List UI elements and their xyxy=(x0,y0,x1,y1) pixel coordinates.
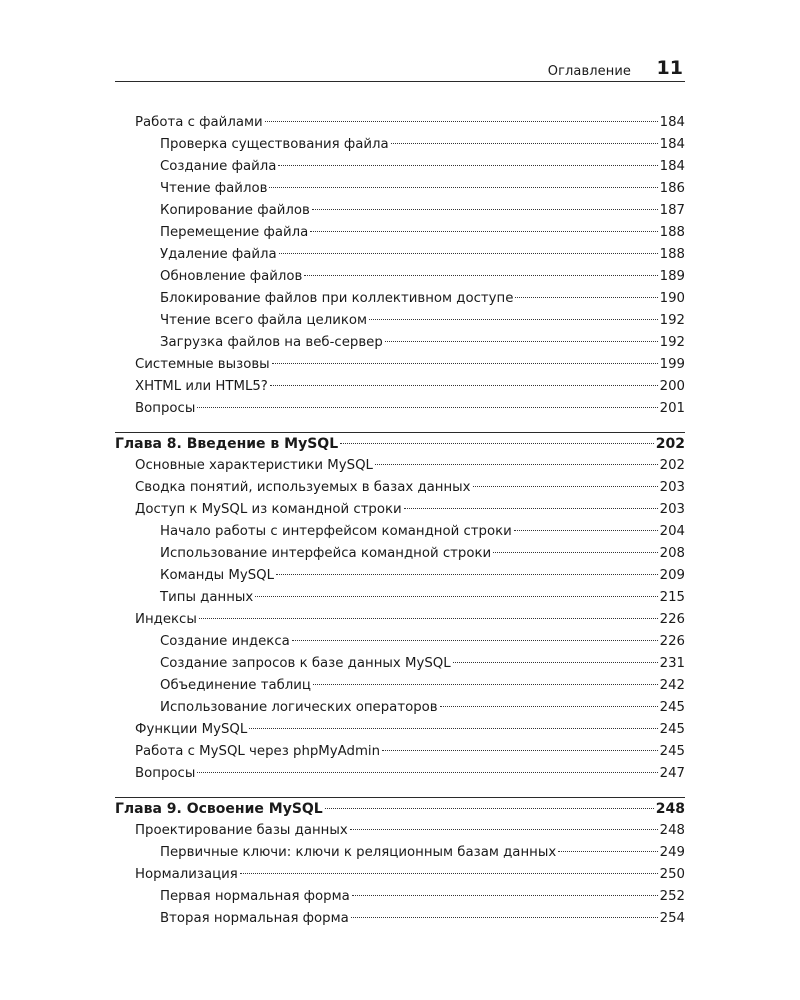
toc-entry[interactable] xyxy=(115,134,685,156)
toc-entry[interactable] xyxy=(115,697,685,719)
toc-entry-page: 245 xyxy=(659,722,685,737)
toc-entry-page: 245 xyxy=(659,744,685,759)
toc-entry-page: 192 xyxy=(659,335,685,350)
toc-entry-page: 200 xyxy=(659,379,685,394)
toc-entry-page: 188 xyxy=(659,247,685,262)
toc-entry-page: 186 xyxy=(659,181,685,196)
toc-entry[interactable] xyxy=(115,244,685,266)
toc-entry-title: Вопросы xyxy=(135,766,196,781)
dot-leader xyxy=(269,187,657,188)
toc-entry-page: 226 xyxy=(659,634,685,649)
toc-entry[interactable] xyxy=(115,178,685,200)
dot-leader xyxy=(304,275,657,276)
dot-leader xyxy=(350,829,658,830)
dot-leader xyxy=(473,486,658,487)
dot-leader xyxy=(313,684,658,685)
toc-entry-title: Индексы xyxy=(135,612,197,627)
toc-entry-page: 190 xyxy=(659,291,685,306)
dot-leader xyxy=(514,530,658,531)
toc-entry-title: Основные характеристики MySQL xyxy=(135,458,373,473)
dot-leader xyxy=(382,750,658,751)
toc-chapter[interactable] xyxy=(115,798,685,820)
dot-leader xyxy=(279,253,658,254)
toc-chapter[interactable] xyxy=(115,433,685,455)
toc-entry[interactable] xyxy=(115,376,685,398)
dot-leader xyxy=(292,640,658,641)
dot-leader xyxy=(351,917,658,918)
toc-entry-page: 192 xyxy=(659,313,685,328)
dot-leader xyxy=(278,165,657,166)
toc-entry[interactable] xyxy=(115,631,685,653)
dot-leader xyxy=(255,596,657,597)
toc-entry-title: Создание файла xyxy=(160,159,277,174)
toc-entry-title: Использование интерфейса командной строки xyxy=(160,546,492,561)
dot-leader xyxy=(325,808,654,809)
toc-entry[interactable] xyxy=(115,521,685,543)
toc-entry[interactable] xyxy=(115,112,685,134)
dot-leader xyxy=(240,873,658,874)
dot-leader xyxy=(375,464,658,465)
toc-entry-page: 226 xyxy=(659,612,685,627)
page-number: 11 xyxy=(656,57,683,79)
dot-leader xyxy=(369,319,658,320)
chapter-spacer xyxy=(115,420,685,432)
toc-entry-page: 203 xyxy=(659,480,685,495)
toc-entry-page: 188 xyxy=(659,225,685,240)
dot-leader xyxy=(515,297,657,298)
toc-entry-title: Проектирование базы данных xyxy=(135,823,348,838)
toc-entry[interactable] xyxy=(115,310,685,332)
toc-entry-page: 209 xyxy=(659,568,685,583)
toc-entry-page: 245 xyxy=(659,700,685,715)
toc-entry-title: Доступ к MySQL из командной строки xyxy=(135,502,402,517)
dot-leader xyxy=(352,895,658,896)
toc-entry[interactable] xyxy=(115,886,685,908)
toc-entry[interactable] xyxy=(115,156,685,178)
toc-entry-page: 242 xyxy=(659,678,685,693)
toc-entry-page: 202 xyxy=(659,458,685,473)
dot-leader xyxy=(453,662,658,663)
dot-leader xyxy=(340,443,654,444)
toc-entry-page: 202 xyxy=(655,436,685,452)
toc-entry-title: Команды MySQL xyxy=(160,568,275,583)
toc-entry-title: Чтение всего файла целиком xyxy=(160,313,368,328)
toc-entry-title: Перемещение файла xyxy=(160,225,309,240)
toc-entry-title: Использование логических операторов xyxy=(160,700,438,715)
dot-leader xyxy=(391,143,658,144)
toc-entry-title: Нормализация xyxy=(135,867,238,882)
toc-entry-page: 187 xyxy=(659,203,685,218)
toc-entry-title: Создание индекса xyxy=(160,634,290,649)
table-of-contents xyxy=(115,112,685,930)
toc-entry[interactable] xyxy=(115,288,685,310)
toc-entry[interactable] xyxy=(115,543,685,565)
dot-leader xyxy=(310,231,657,232)
toc-entry[interactable] xyxy=(115,609,685,631)
dot-leader xyxy=(265,121,658,122)
toc-entry-page: 248 xyxy=(655,801,685,817)
running-title: Оглавление xyxy=(547,64,631,79)
toc-entry[interactable] xyxy=(115,200,685,222)
toc-entry-title: Вторая нормальная форма xyxy=(160,911,349,926)
toc-entry-title: Типы данных xyxy=(160,590,254,605)
toc-entry[interactable] xyxy=(115,741,685,763)
toc-entry-page: 184 xyxy=(659,137,685,152)
toc-entry-title: Первая нормальная форма xyxy=(160,889,350,904)
toc-entry-title: Копирование файлов xyxy=(160,203,310,218)
toc-entry[interactable] xyxy=(115,908,685,930)
dot-leader xyxy=(385,341,658,342)
toc-entry-page: 199 xyxy=(659,357,685,372)
dot-leader xyxy=(199,618,658,619)
toc-entry[interactable] xyxy=(115,675,685,697)
toc-entry-page: 231 xyxy=(659,656,685,671)
toc-entry-title: Блокирование файлов при коллективном доступе xyxy=(160,291,514,306)
toc-entry-title: Проверка существования файла xyxy=(160,137,389,152)
toc-entry[interactable] xyxy=(115,222,685,244)
toc-entry-page: 247 xyxy=(659,766,685,781)
toc-entry[interactable] xyxy=(115,477,685,499)
toc-entry[interactable] xyxy=(115,455,685,477)
toc-entry[interactable] xyxy=(115,398,685,420)
dot-leader xyxy=(197,772,657,773)
dot-leader xyxy=(404,508,658,509)
toc-entry-title: Начало работы с интерфейсом командной строки xyxy=(160,524,512,539)
toc-entry-title: Объединение таблиц xyxy=(160,678,311,693)
dot-leader xyxy=(440,706,658,707)
toc-entry[interactable] xyxy=(115,653,685,675)
toc-entry-page: 248 xyxy=(659,823,685,838)
toc-entry[interactable] xyxy=(115,842,685,864)
dot-leader xyxy=(249,728,657,729)
toc-entry[interactable] xyxy=(115,820,685,842)
toc-entry-page: 184 xyxy=(659,159,685,174)
page-header xyxy=(115,52,685,82)
toc-entry-title: Первичные ключи: ключи к реляционным базам данных xyxy=(160,845,557,860)
toc-entry-title: Чтение файлов xyxy=(160,181,268,196)
header-rule xyxy=(115,81,685,82)
toc-entry[interactable] xyxy=(115,565,685,587)
toc-entry-page: 249 xyxy=(659,845,685,860)
toc-entry-title: Удаление файла xyxy=(160,247,277,262)
toc-entry-title: Вопросы xyxy=(135,401,196,416)
toc-entry-title: Создание запросов к базе данных MySQL xyxy=(160,656,451,671)
toc-entry-page: 204 xyxy=(659,524,685,539)
toc-entry-page: 184 xyxy=(659,115,685,130)
toc-entry-title: Работа с MySQL через phpMyAdmin xyxy=(135,744,381,759)
toc-entry[interactable] xyxy=(115,587,685,609)
toc-entry-title: Обновление файлов xyxy=(160,269,303,284)
toc-entry-title: Системные вызовы xyxy=(135,357,270,372)
toc-entry[interactable] xyxy=(115,763,685,785)
toc-entry-title: Работа с файлами xyxy=(135,115,263,130)
toc-entry-title: Сводка понятий, используемых в базах данных xyxy=(135,480,471,495)
dot-leader xyxy=(272,363,658,364)
toc-entry-title: Глава 9. Освоение MySQL xyxy=(115,801,323,817)
dot-leader xyxy=(312,209,658,210)
toc-entry-page: 254 xyxy=(659,911,685,926)
chapter-spacer xyxy=(115,785,685,797)
toc-entry[interactable] xyxy=(115,266,685,288)
dot-leader xyxy=(270,385,658,386)
toc-entry-page: 201 xyxy=(659,401,685,416)
toc-entry-page: 189 xyxy=(659,269,685,284)
toc-entry[interactable] xyxy=(115,354,685,376)
dot-leader xyxy=(197,407,657,408)
toc-entry-page: 203 xyxy=(659,502,685,517)
toc-entry-page: 250 xyxy=(659,867,685,882)
toc-entry-page: 208 xyxy=(659,546,685,561)
toc-entry-title: Функции MySQL xyxy=(135,722,248,737)
toc-entry-title: XHTML или HTML5? xyxy=(135,379,268,394)
toc-entry-title: Глава 8. Введение в MySQL xyxy=(115,436,339,452)
toc-entry[interactable] xyxy=(115,864,685,886)
dot-leader xyxy=(276,574,658,575)
toc-entry-page: 252 xyxy=(659,889,685,904)
toc-entry[interactable] xyxy=(115,332,685,354)
toc-entry[interactable] xyxy=(115,719,685,741)
toc-entry-page: 215 xyxy=(659,590,685,605)
dot-leader xyxy=(493,552,657,553)
toc-entry[interactable] xyxy=(115,499,685,521)
dot-leader xyxy=(558,851,657,852)
toc-entry-title: Загрузка файлов на веб-сервер xyxy=(160,335,383,350)
